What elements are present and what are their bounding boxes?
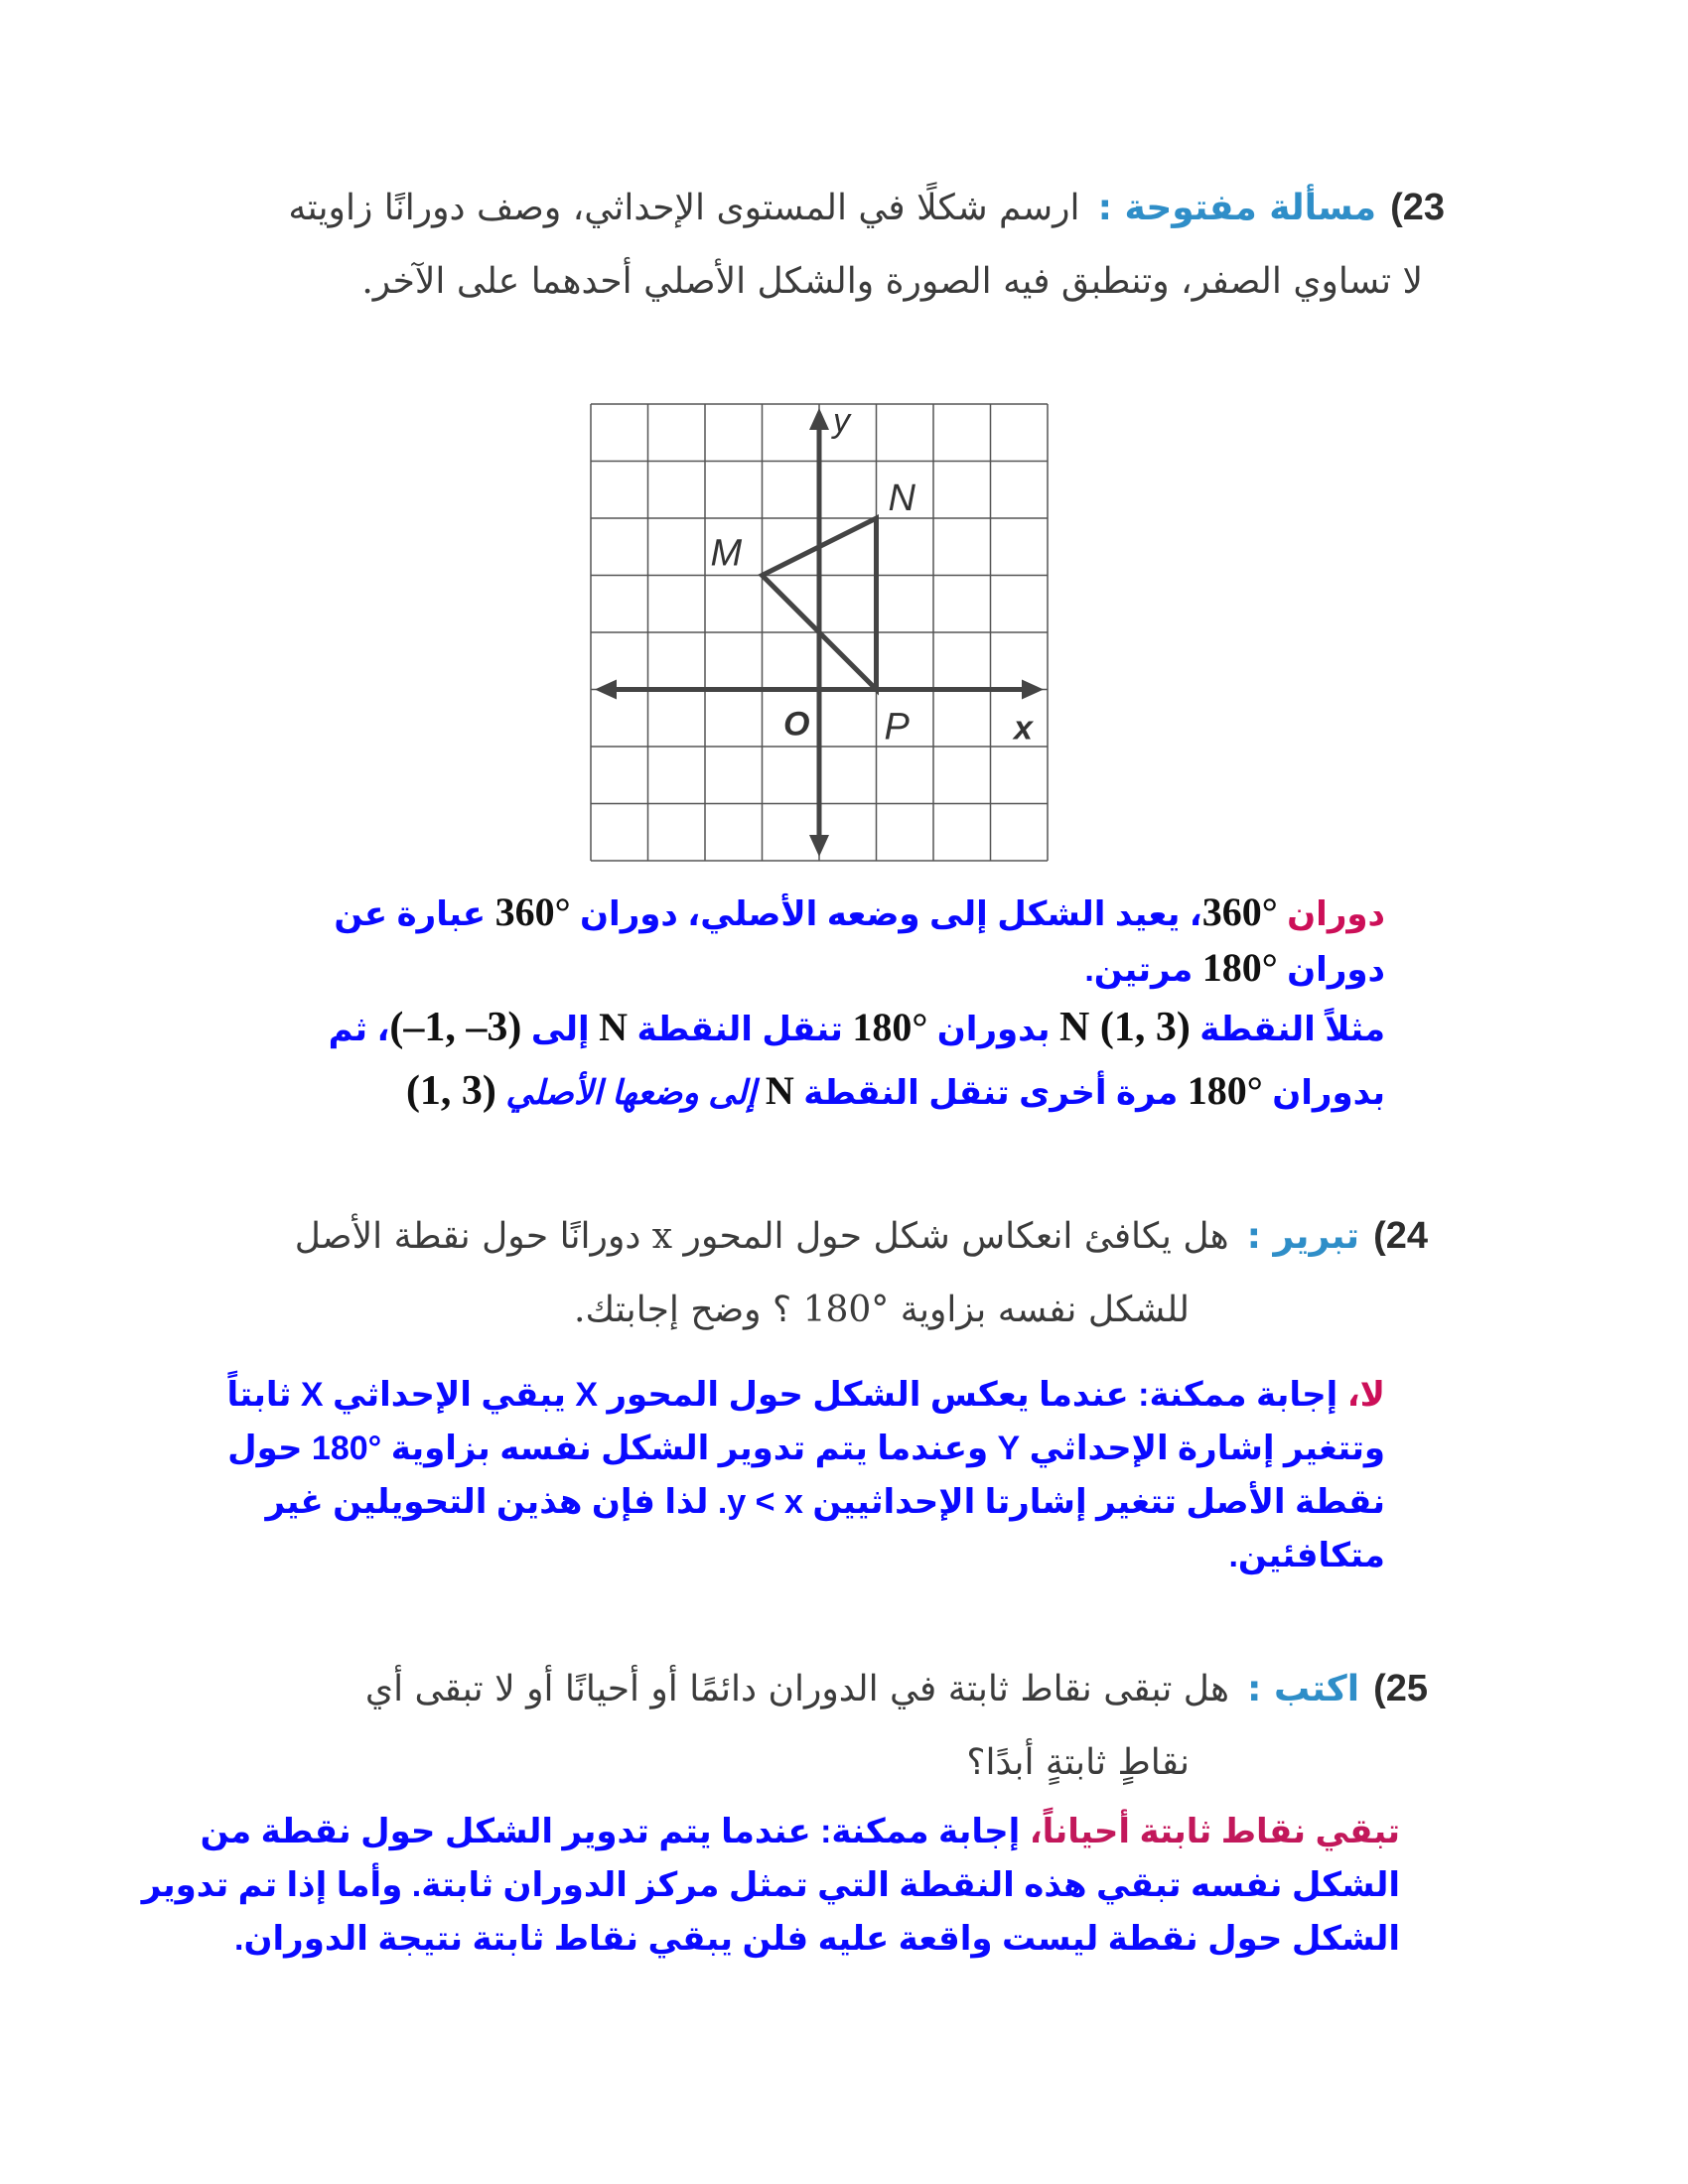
angle-value: °360 bbox=[494, 889, 571, 934]
answer-text: الشكل حول نقطة ليست واقعة عليه فلن يبقي نقاط ثابتة نتيجة الدوران. bbox=[234, 1920, 1400, 1958]
y-axis-label: y bbox=[833, 402, 850, 440]
answer-text: متكافئين. bbox=[1228, 1537, 1385, 1574]
y-axis-arrow-down bbox=[809, 835, 829, 857]
answer-24 bbox=[226, 1368, 1385, 1582]
answer-line bbox=[142, 1858, 1400, 1912]
answer-text: إلى وضعها الأصلي bbox=[505, 1074, 757, 1112]
problem-tag: مسألة مفتوحة : bbox=[1097, 188, 1377, 228]
point-expression: (–1, –3) bbox=[389, 1005, 522, 1050]
point-expression: (1, 3) bbox=[405, 1068, 496, 1114]
problem-tag: اكتب : bbox=[1247, 1669, 1360, 1709]
answer-25 bbox=[142, 1805, 1400, 1966]
angle-value: °180 bbox=[1201, 945, 1278, 990]
problem-25-line-1 bbox=[365, 1652, 1428, 1726]
answer-text: ، يعيد الشكل إلى وضعه الأصلي، دوران bbox=[580, 895, 1202, 933]
angle-value: °180 bbox=[852, 1005, 928, 1049]
problem-23 bbox=[288, 171, 1445, 319]
answer-text: إلى bbox=[530, 1011, 590, 1048]
point-expression: N (1, 3) bbox=[1059, 1005, 1191, 1050]
point-name: N bbox=[599, 1005, 628, 1049]
coordinate-graph bbox=[586, 399, 1053, 866]
answer-text: وتتغير إشارة الإحداثي Y وعندما يتم تدوير الشكل نفسه بزاوية °180 حول bbox=[227, 1430, 1385, 1467]
answer-text: مرة أخرى تنقل النقطة bbox=[803, 1074, 1179, 1112]
answer-line bbox=[226, 1529, 1385, 1582]
point-name: N bbox=[765, 1068, 794, 1113]
answer-text: ، ثم bbox=[328, 1011, 390, 1048]
problem-24-line-2 bbox=[295, 1274, 1428, 1347]
x-axis-label: x bbox=[1014, 709, 1033, 748]
problem-text: نقاطٍ ثابتةٍ أبدًا؟ bbox=[966, 1742, 1190, 1783]
problem-text: هل يكافئ انعكاس شكل حول المحور x دورانًا حول نقطة الأصل bbox=[294, 1216, 1229, 1257]
answer-line bbox=[142, 1805, 1400, 1858]
problem-24 bbox=[295, 1199, 1428, 1347]
answer-line bbox=[226, 1422, 1385, 1475]
answer-text: عبارة عن bbox=[334, 895, 487, 933]
answer-line bbox=[226, 1475, 1385, 1529]
answer-line bbox=[329, 997, 1385, 1060]
y-axis-arrow-up bbox=[809, 408, 829, 430]
answer-text: تنقل النقطة bbox=[636, 1011, 843, 1048]
angle-value: °360 bbox=[1201, 889, 1278, 934]
problem-text: للشكل نفسه بزاوية °180 ؟ وضح إجابتك. bbox=[574, 1290, 1190, 1330]
x-axis-arrow-left bbox=[595, 680, 617, 700]
answer-text: الشكل نفسه تبقي هذه النقطة التي تمثل مركز الدوران ثابتة. وأما إذا تم تدوير bbox=[141, 1866, 1400, 1904]
answer-text: بدوران bbox=[936, 1011, 1051, 1048]
answer-text: بدوران bbox=[1272, 1074, 1385, 1112]
answer-word: لا، bbox=[1346, 1376, 1385, 1414]
answer-line bbox=[329, 941, 1385, 997]
answer-23 bbox=[329, 886, 1385, 1124]
answer-text: مثلاً النقطة bbox=[1199, 1011, 1385, 1048]
answer-text: نقطة الأصل تتغير إشارتا الإحداثيين y < x. لذا فإن هذين التحويلين غير bbox=[265, 1483, 1385, 1521]
answer-line bbox=[329, 886, 1385, 941]
problem-tag: تبرير : bbox=[1246, 1216, 1360, 1257]
answer-text: دوران bbox=[1287, 951, 1385, 989]
answer-text: إجابة ممكنة: عندما يعكس الشكل حول المحور X يبقي الإحداثي X ثابتاً bbox=[226, 1376, 1338, 1414]
problem-25-line-2 bbox=[365, 1726, 1428, 1800]
problem-24-line-1 bbox=[295, 1199, 1428, 1274]
origin-label: O bbox=[783, 705, 810, 744]
answer-line bbox=[226, 1368, 1385, 1422]
point-n-label: N bbox=[888, 478, 915, 519]
problem-text: لا تساوي الصفر، وتنطبق فيه الصورة والشكل الأصلي أحدهما على الآخر. bbox=[361, 261, 1423, 302]
answer-line bbox=[329, 1060, 1385, 1124]
problem-number: 23) bbox=[1390, 187, 1445, 228]
problem-25 bbox=[365, 1652, 1428, 1800]
problem-number: 24) bbox=[1373, 1215, 1428, 1257]
answer-word: تبقي نقاط ثابتة أحياناً، bbox=[1029, 1813, 1400, 1850]
point-m-label: M bbox=[710, 532, 743, 575]
answer-text: مرتين. bbox=[1084, 951, 1194, 989]
problem-23-line-2 bbox=[288, 245, 1445, 319]
problem-text: ارسم شكلًا في المستوى الإحداثي، وصف دورانًا زاويته bbox=[288, 188, 1080, 228]
problem-number: 25) bbox=[1373, 1668, 1428, 1709]
point-p-label: P bbox=[884, 706, 910, 749]
answer-word: دوران bbox=[1287, 895, 1385, 933]
x-axis-arrow-right bbox=[1022, 680, 1044, 700]
answer-line bbox=[142, 1912, 1400, 1966]
angle-value: °180 bbox=[1187, 1068, 1263, 1113]
problem-text: هل تبقى نقاط ثابتة في الدوران دائمًا أو أحيانًا أو لا تبقى أي bbox=[364, 1669, 1230, 1709]
answer-text: إجابة ممكنة: عندما يتم تدوير الشكل حول نقطة من bbox=[200, 1813, 1021, 1850]
problem-23-line-1 bbox=[288, 171, 1445, 245]
